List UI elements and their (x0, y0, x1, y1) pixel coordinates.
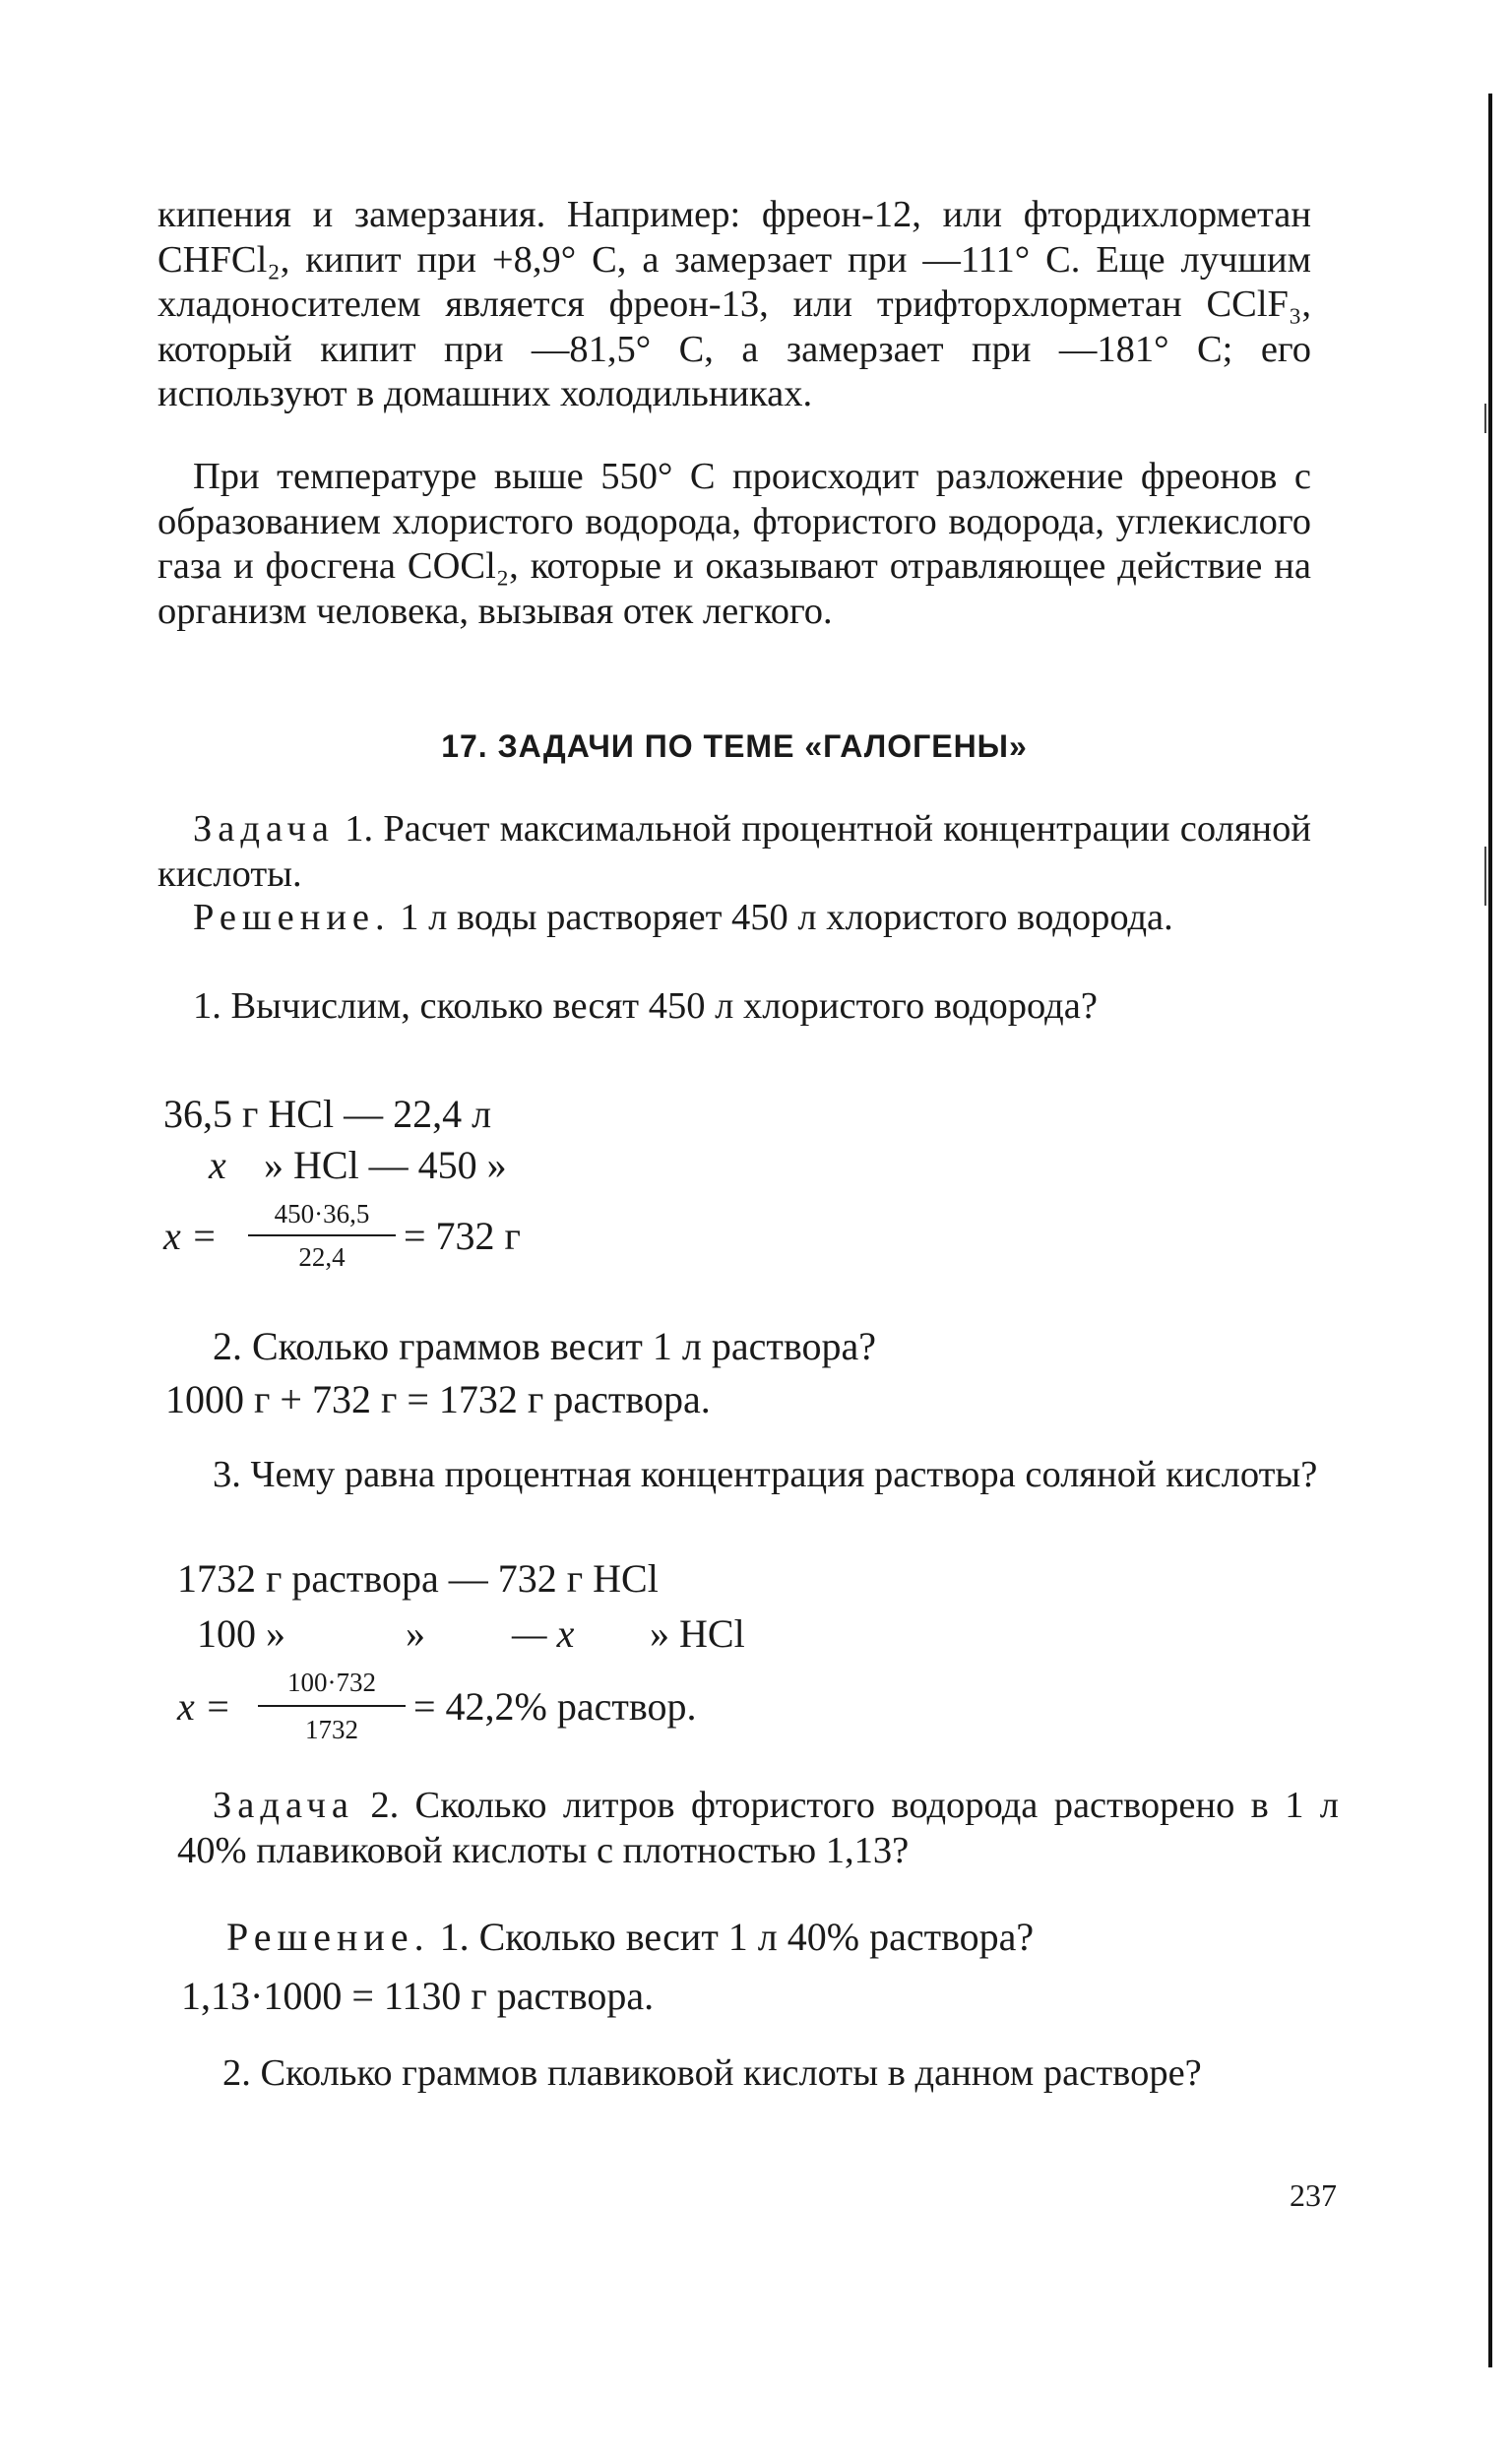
eq3-numerator: 100·732 (287, 1668, 376, 1697)
task2-statement (177, 1784, 1339, 1873)
eq1-denominator: 22,4 (298, 1242, 346, 1272)
paragraph-decomposition: При температуре выше 550° С происходит разложение фреонов с образованием хлористого водорода, фтористого водорода, углекислого газа и фосгена COCl₂, которые и оказывают отравляющее действие на организм человека, вызывая отек легкого. (158, 456, 1311, 632)
task2-solution-label: Решение. (226, 1915, 430, 1959)
task2-solution (226, 1914, 1034, 1960)
eq1-line1: 36,5 г HCl — 22,4 л (163, 1092, 492, 1136)
eq1-fraction-bar (248, 1234, 396, 1236)
eq3-line2-a: 100 » (197, 1611, 285, 1656)
eq1-line2: » HCl — 450 » (264, 1143, 507, 1187)
eq1-x: x = (163, 1214, 218, 1258)
eq3-line2-b: » (406, 1611, 425, 1656)
eq3-denominator: 1732 (305, 1715, 358, 1744)
task2-eq1: 1,13·1000 = 1130 г раствора. (181, 1974, 655, 2018)
task1-solution (158, 896, 1311, 941)
eq3-line2-d: » HCl (650, 1611, 745, 1656)
task1-label: Задача (193, 808, 335, 850)
task1-solution-text: 1 л воды растворяет 450 л хлористого водорода. (390, 897, 1173, 938)
eq3-x: x = (177, 1684, 231, 1729)
section-heading: 17. ЗАДАЧИ ПО ТЕМЕ «ГАЛОГЕНЫ» (441, 728, 1028, 764)
eq2: 1000 г + 732 г = 1732 г раствора. (165, 1377, 711, 1421)
eq3-result: = 42,2% раствор. (413, 1684, 697, 1729)
task1-question2: 2. Сколько граммов весит 1 л раствора? (213, 1324, 876, 1368)
task1-solution-label: Решение. (193, 897, 391, 938)
task2-label: Задача (213, 1785, 354, 1826)
task1-question3: 3. Чему равна процентная концентрация раствора соляной кислоты? (213, 1454, 1318, 1495)
edge-mark (1484, 847, 1486, 906)
task2-text: 2. Сколько литров фтористого водорода растворено в 1 л 40% плавиковой кислоты с плотностью 1,13? (177, 1785, 1339, 1871)
task1-question1: 1. Вычислим, сколько весят 450 л хлористого водорода? (193, 985, 1098, 1027)
task2-question2: 2. Сколько граммов плавиковой кислоты в данном растворе? (222, 2052, 1202, 2094)
paragraph-freons: кипения и замерзания. Например: фреон-12, или фтордихлорметан CHFCl₂, кипит при +8,9° С, а замерзает при —111° С. Еще лучшим хладоносителем является фреон-13, или трифторхлорметан CClF₃, который кипит при —81,5° С, а замерзает при —181° С; его используют в домашних холодильниках. (158, 194, 1311, 414)
page-number: 237 (1290, 2177, 1337, 2213)
eq1-result: = 732 г (404, 1214, 521, 1258)
eq3-line2-c: — x (512, 1611, 575, 1656)
page-edge-line (1488, 94, 1492, 2367)
task1-statement (158, 807, 1311, 897)
eq3-fraction-bar (258, 1705, 406, 1707)
task1-text: 1. Расчет максимальной процентной концентрации соляной кислоты. (158, 808, 1311, 895)
eq3-line1: 1732 г раствора — 732 г HCl (177, 1556, 659, 1601)
edge-mark (1484, 404, 1486, 433)
eq1-numerator: 450·36,5 (274, 1199, 370, 1228)
task2-solution-text: 1. Сколько весит 1 л 40% раствора? (429, 1915, 1035, 1959)
eq1-line2-x: x (209, 1143, 226, 1187)
